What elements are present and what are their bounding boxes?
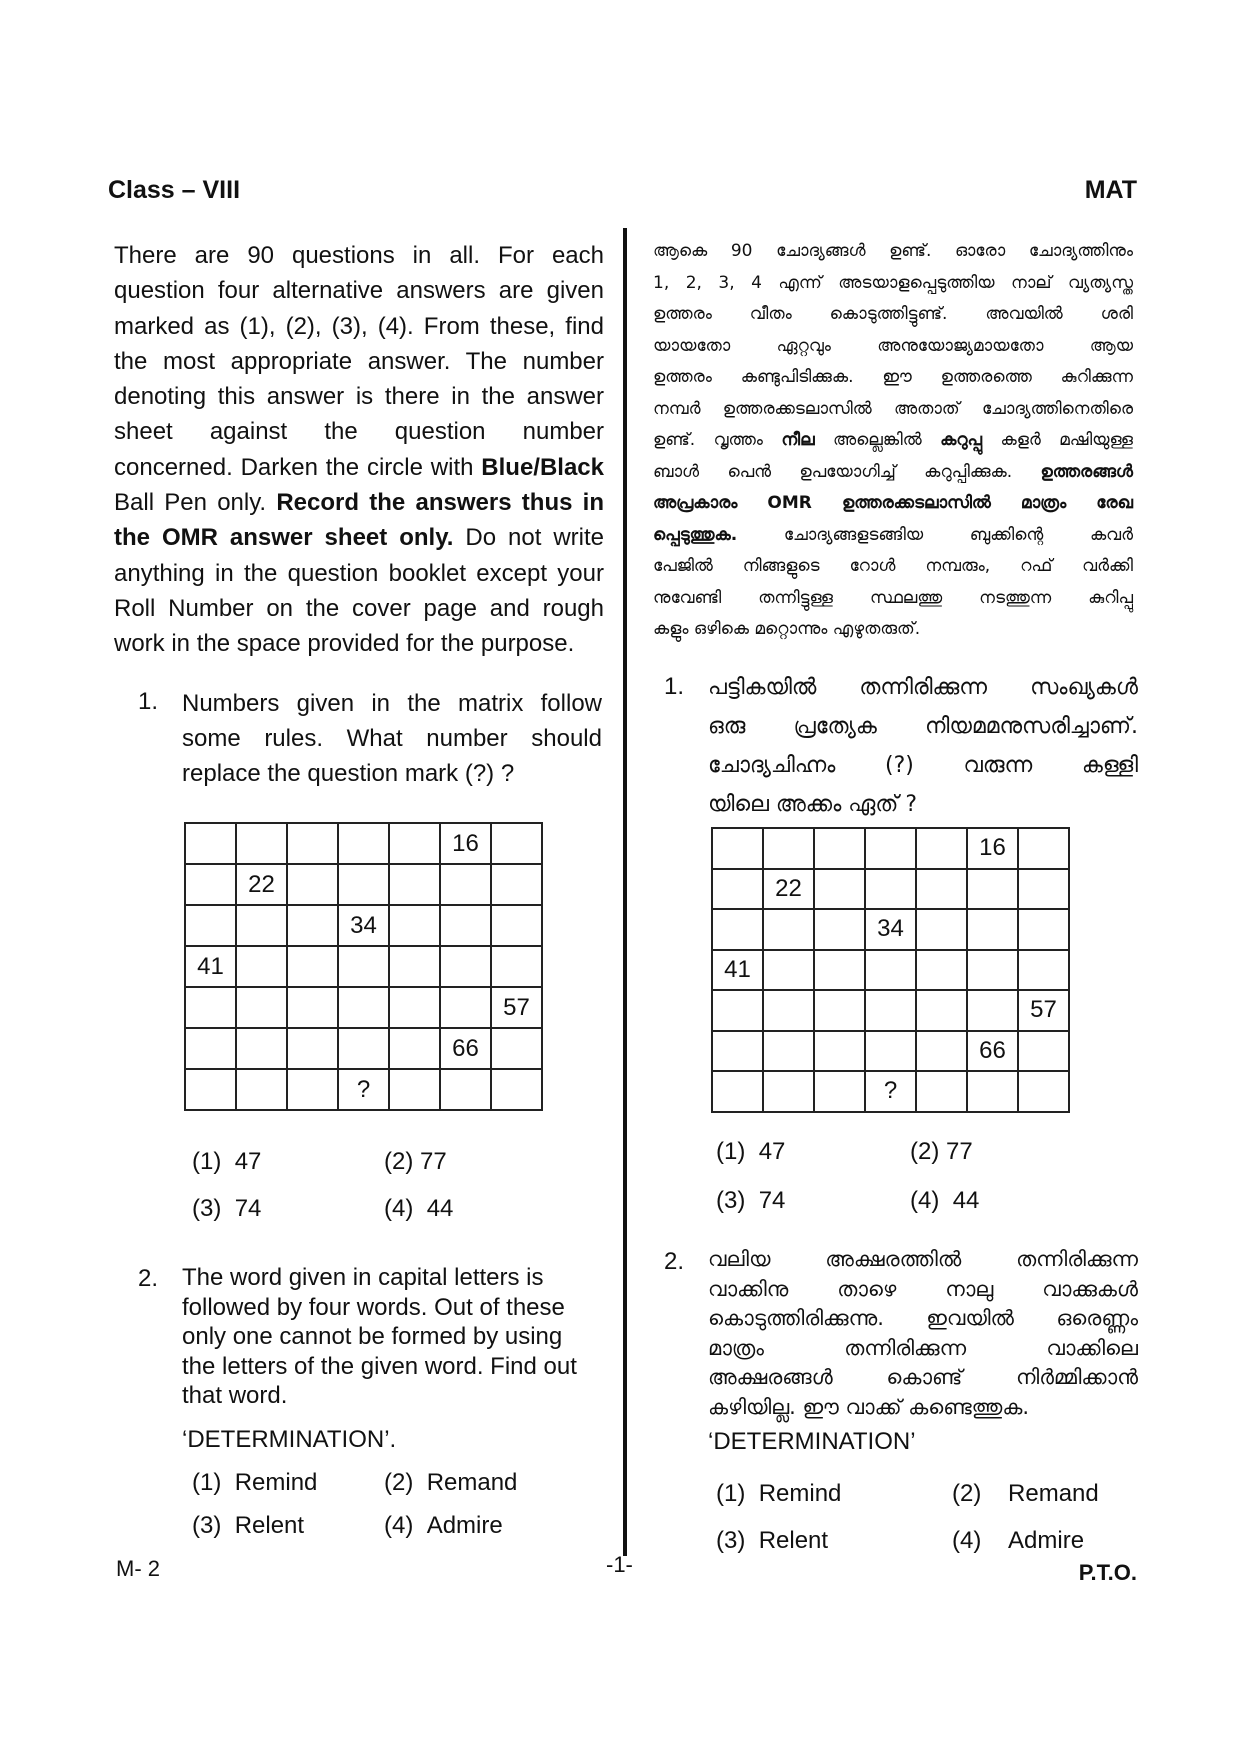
matrix-row: [712, 990, 1069, 1031]
option-number: (2): [384, 1469, 414, 1496]
question-line: some rules. What number should: [182, 725, 602, 752]
matrix-cell: [287, 905, 338, 946]
matrix-cell: [185, 823, 236, 864]
matrix-cell: [287, 864, 338, 905]
option-number: (3): [716, 1187, 746, 1214]
matrix-cell: [338, 864, 389, 905]
matrix-cell: [236, 823, 287, 864]
ml-q2-option-3[interactable]: [716, 1527, 828, 1555]
option-value: Admire: [426, 1512, 503, 1539]
instruction-line: [653, 583, 1133, 615]
matrix-row: [185, 1028, 542, 1069]
text: പേജിൽ നിങ്ങളുടെ റോൾ നമ്പരും, റഫ് വർക്കി: [653, 556, 1133, 576]
option-value: Relent: [234, 1512, 305, 1539]
option-number: (4): [384, 1195, 414, 1222]
matrix-row: [712, 828, 1069, 869]
matrix-cell: [916, 950, 967, 991]
option-number: (3): [716, 1527, 746, 1554]
option-value: 74: [234, 1195, 262, 1222]
matrix-cell: [440, 905, 491, 946]
text: ചോദ്യങ്ങളടങ്ങിയ ബുക്കിന്റെ കവർ: [737, 524, 1133, 545]
question-line: അക്ഷരങ്ങൾ കൊണ്ട് നിർമ്മിക്കാൻ: [708, 1365, 1138, 1390]
matrix-cell: [491, 946, 542, 987]
ml-q2-option-2[interactable]: [952, 1480, 1099, 1508]
class-label: Class – VIII: [108, 176, 241, 204]
question-line: മാത്രം തന്നിരിക്കുന്ന വാക്കിലെ: [708, 1335, 1138, 1360]
bold-text: അപ്രകാരം OMR ഉത്തരക്കടലാസിൽ മാത്രം രേഖ: [653, 493, 1133, 513]
matrix-cell: [967, 869, 1018, 910]
matrix-cell: [185, 1028, 236, 1069]
matrix-cell: [763, 990, 814, 1031]
en-q2-option-1[interactable]: [192, 1469, 317, 1497]
question-line: കഴിയില്ല. ഈ വാക്ക് കണ്ടെത്തുക.: [708, 1394, 1030, 1419]
matrix-cell: [389, 946, 440, 987]
matrix-cell: [389, 905, 440, 946]
matrix-cell: [491, 1069, 542, 1110]
option-number: (1): [192, 1148, 222, 1175]
matrix-cell: [916, 1071, 967, 1112]
matrix-cell: [338, 987, 389, 1028]
en-q2-text: [182, 1263, 602, 1411]
text: the most appropriate answer. The number: [114, 347, 604, 375]
matrix-cell: [814, 869, 865, 910]
question-line: the letters of the given word. Find out: [182, 1352, 577, 1380]
option-value: Remind: [758, 1480, 842, 1507]
en-q2-number: 2.: [138, 1265, 159, 1292]
question-line: ഒരു പ്രത്യേക നിയമമനുസരിച്ചാണ്.: [708, 714, 1138, 739]
matrix-cell: 57: [1018, 990, 1069, 1031]
en-q1-option-4[interactable]: [384, 1195, 453, 1223]
matrix-cell: [967, 990, 1018, 1031]
option-value: Relent: [758, 1527, 829, 1554]
option-value: 77: [420, 1148, 447, 1175]
matrix-cell: [865, 1031, 916, 1072]
matrix-cell: [338, 1028, 389, 1069]
matrix-row: [185, 905, 542, 946]
matrix-cell: ?: [865, 1071, 916, 1112]
ml-q2-text: [708, 1245, 1138, 1423]
matrix-cell: [440, 864, 491, 905]
bold-text: നീല: [781, 430, 815, 450]
bold-text: കറുപ്പു: [940, 430, 983, 450]
text: കളർ മഷിയുള്ള: [982, 430, 1133, 450]
matrix-cell: [491, 864, 542, 905]
text: Ball Pen only.: [114, 489, 277, 517]
instruction-line: [114, 309, 604, 344]
ml-q1-option-3[interactable]: [716, 1187, 785, 1215]
question-line: only one cannot be formed by using: [182, 1323, 563, 1350]
instruction-line: [653, 488, 1133, 520]
matrix-cell: [236, 1069, 287, 1110]
question-line: Numbers given in the matrix follow: [182, 690, 602, 717]
matrix-cell: [185, 864, 236, 905]
text: കളും ഒഴികെ മറ്റൊന്നും എഴുതരുത്.: [653, 619, 921, 639]
matrix-cell: 41: [712, 950, 763, 991]
ml-q2-option-1[interactable]: [716, 1480, 841, 1508]
option-value: Remand: [426, 1469, 518, 1496]
matrix-cell: [763, 950, 814, 991]
matrix-cell: [712, 1071, 763, 1112]
matrix-cell: 22: [236, 864, 287, 905]
option-value: Remind: [234, 1469, 318, 1496]
matrix-cell: [1018, 950, 1069, 991]
matrix-cell: [389, 1069, 440, 1110]
option-number: (3): [192, 1195, 222, 1222]
matrix-row: [712, 1031, 1069, 1072]
matrix-cell: [1018, 1031, 1069, 1072]
question-line: വലിയ അക്ഷരത്തിൽ തന്നിരിക്കുന്ന: [708, 1247, 1138, 1271]
page-number: -1-: [606, 1552, 633, 1577]
instruction-line: [114, 238, 604, 273]
en-q2-word: ‘DETERMINATION’.: [182, 1426, 397, 1453]
ml-q1-text: [708, 668, 1138, 824]
text: concerned. Darken the circle with: [114, 453, 482, 481]
matrix-cell: [712, 869, 763, 910]
matrix-cell: [814, 1071, 865, 1112]
matrix-cell: [338, 823, 389, 864]
matrix-cell: [814, 990, 865, 1031]
matrix-cell: [763, 909, 814, 950]
option-number: (1): [716, 1138, 746, 1165]
matrix-cell: [865, 990, 916, 1031]
text: work in the space provided for the purpose.: [114, 630, 575, 658]
matrix-cell: [967, 950, 1018, 991]
bold-text: പ്പെടുത്തുക.: [653, 524, 738, 545]
matrix-row: [712, 869, 1069, 910]
matrix-cell: [287, 1069, 338, 1110]
matrix-cell: [712, 828, 763, 869]
text: ആകെ 90 ചോദ്യങ്ങൾ ഉണ്ട്. ഓരോ ചോദ്യത്തിനും: [653, 241, 1133, 261]
text: question four alternative answers are given: [114, 277, 604, 305]
number-matrix-en: [184, 822, 543, 1111]
ml-q1-option-2[interactable]: [910, 1138, 973, 1166]
matrix-cell: [287, 987, 338, 1028]
question-line: that word.: [182, 1382, 288, 1409]
matrix-cell: [967, 909, 1018, 950]
matrix-cell: [236, 905, 287, 946]
option-value: 47: [234, 1148, 262, 1175]
matrix-cell: 57: [491, 987, 542, 1028]
instruction-line: [653, 457, 1133, 489]
malayalam-instructions: [653, 236, 1133, 646]
option-value: 74: [758, 1187, 786, 1214]
ml-q1-option-1[interactable]: [716, 1138, 785, 1166]
instruction-line: [653, 551, 1133, 583]
matrix-cell: 16: [440, 823, 491, 864]
matrix-cell: [185, 1069, 236, 1110]
instruction-line: [114, 485, 604, 520]
text: യായതോ ഏറ്റവും അനുയോജ്യമായതോ ആയ: [653, 335, 1133, 356]
matrix-cell: [916, 909, 967, 950]
option-value: 47: [758, 1138, 786, 1165]
text: denoting this answer is there in the answer: [114, 383, 604, 411]
instruction-line: [653, 299, 1133, 331]
text: Do not write: [453, 524, 605, 552]
instruction-line: [114, 520, 604, 555]
en-q2-option-3[interactable]: [192, 1512, 304, 1540]
matrix-cell: [1018, 1071, 1069, 1112]
text: അല്ലെങ്കിൽ: [814, 430, 941, 450]
matrix-cell: 66: [967, 1031, 1018, 1072]
option-value: 44: [426, 1195, 454, 1222]
option-number: (2): [952, 1480, 982, 1507]
instruction-line: [653, 614, 1133, 646]
option-value: Remand: [1008, 1480, 1099, 1507]
matrix-cell: [712, 909, 763, 950]
en-q2-option-2[interactable]: [384, 1469, 517, 1497]
matrix-cell: [389, 864, 440, 905]
matrix-cell: [916, 990, 967, 1031]
instruction-line: [653, 362, 1133, 394]
option-number: (4): [384, 1512, 414, 1539]
option-value: 77: [946, 1138, 973, 1165]
matrix-cell: [389, 823, 440, 864]
matrix-cell: [916, 828, 967, 869]
option-number: (2): [384, 1148, 414, 1175]
matrix-cell: 34: [865, 909, 916, 950]
matrix-cell: [865, 828, 916, 869]
matrix-cell: [865, 950, 916, 991]
en-q1-text: [182, 686, 602, 791]
instruction-line: [114, 379, 604, 414]
instruction-line: [653, 236, 1133, 268]
ml-q1-option-4[interactable]: [910, 1187, 979, 1215]
matrix-cell: [440, 946, 491, 987]
matrix-cell: [236, 987, 287, 1028]
matrix-cell: [865, 869, 916, 910]
matrix-row: [712, 1071, 1069, 1112]
matrix-cell: [712, 1031, 763, 1072]
question-line: വാക്കിനു താഴെ നാലു വാക്കുകൾ: [708, 1276, 1138, 1301]
bold-text: ഉത്തരങ്ങൾ: [1040, 461, 1133, 482]
bold-text: Blue/Black: [481, 453, 604, 481]
bold-text: Record the answers thus in: [276, 489, 605, 517]
matrix-row: [185, 823, 542, 864]
instruction-line: [653, 425, 1133, 457]
en-q2-option-4[interactable]: [384, 1512, 503, 1540]
option-number: (3): [192, 1512, 222, 1539]
matrix-cell: [287, 946, 338, 987]
instruction-line: [114, 273, 604, 308]
matrix-cell: [1018, 828, 1069, 869]
ml-q1-number: 1.: [664, 673, 685, 700]
en-q1-option-2[interactable]: [384, 1148, 447, 1176]
text: 1, 2, 3, 4 എന്ന് അടയാളപ്പെടുത്തിയ നാല് വ്യത്യസ്ത: [653, 272, 1133, 293]
matrix-row: [712, 909, 1069, 950]
text: Roll Number on the cover page and rough: [114, 594, 604, 622]
matrix-cell: [287, 1028, 338, 1069]
instruction-line: [114, 450, 604, 485]
matrix-cell: [440, 1069, 491, 1110]
matrix-row: [712, 950, 1069, 991]
text: anything in the question booklet except your: [114, 559, 604, 587]
matrix-cell: [1018, 909, 1069, 950]
matrix-row: [185, 987, 542, 1028]
matrix-cell: [814, 909, 865, 950]
question-line: followed by four words. Out of these: [182, 1293, 565, 1321]
matrix-cell: [712, 990, 763, 1031]
matrix-cell: 22: [763, 869, 814, 910]
instruction-line: [653, 268, 1133, 300]
question-line: കൊടുത്തിരിക്കുന്നു. ഇവയിൽ ഒരെണ്ണം: [708, 1306, 1138, 1331]
booklet-code: M- 2: [116, 1556, 160, 1581]
matrix-cell: [1018, 869, 1069, 910]
instruction-line: [114, 591, 604, 626]
instruction-line: [114, 344, 604, 379]
option-value: Admire: [1008, 1527, 1085, 1554]
instruction-line: [114, 626, 604, 661]
matrix-cell: [916, 1031, 967, 1072]
matrix-cell: 66: [440, 1028, 491, 1069]
en-q1-option-3[interactable]: [192, 1195, 261, 1223]
number-matrix-ml: [711, 827, 1070, 1113]
bold-text: the OMR answer sheet only.: [114, 524, 454, 552]
question-line: യിലെ അക്കം ഏത് ?: [708, 792, 918, 817]
question-line: The word given in capital letters is: [182, 1264, 544, 1291]
matrix-cell: [338, 946, 389, 987]
ml-q2-word: ‘DETERMINATION’: [708, 1428, 916, 1455]
matrix-cell: [440, 987, 491, 1028]
matrix-cell: [389, 987, 440, 1028]
matrix-cell: [236, 1028, 287, 1069]
en-q1-option-1[interactable]: [192, 1148, 261, 1176]
text: നുവേണ്ടി തന്നിട്ടുള്ള സ്ഥലത്തു നടത്തുന്ന കുറിപ്പു: [653, 587, 1133, 608]
matrix-cell: [814, 1031, 865, 1072]
matrix-cell: [814, 950, 865, 991]
matrix-cell: [389, 1028, 440, 1069]
text: ഉത്തരം വീതം കൊടുത്തിട്ടുണ്ട്. അവയിൽ ശരി: [653, 304, 1133, 324]
matrix-row: [185, 946, 542, 987]
matrix-row: [185, 864, 542, 905]
matrix-cell: [763, 828, 814, 869]
ml-q2-option-4[interactable]: [952, 1527, 1084, 1555]
matrix-cell: [185, 905, 236, 946]
matrix-cell: [236, 946, 287, 987]
question-line: പട്ടികയിൽ തന്നിരിക്കുന്ന സംഖ്യകൾ: [708, 675, 1138, 700]
matrix-cell: 16: [967, 828, 1018, 869]
option-number: (1): [192, 1469, 222, 1496]
matrix-row: [185, 1069, 542, 1110]
matrix-cell: [287, 823, 338, 864]
matrix-cell: [491, 823, 542, 864]
option-value: 44: [952, 1187, 980, 1214]
text: marked as (1), (2), (3), (4). From these, find: [114, 312, 604, 340]
english-instructions: [114, 238, 604, 662]
text: നമ്പർ ഉത്തരക്കടലാസിൽ അതാത് ചോദ്യത്തിനെതിരെ: [653, 398, 1133, 419]
matrix-cell: [967, 1071, 1018, 1112]
matrix-cell: ?: [338, 1069, 389, 1110]
instruction-line: [653, 520, 1133, 552]
en-q1-number: 1.: [138, 688, 159, 715]
matrix-cell: [491, 1028, 542, 1069]
matrix-cell: 34: [338, 905, 389, 946]
text: There are 90 questions in all. For each: [114, 242, 604, 269]
instruction-line: [653, 331, 1133, 363]
text: ഉണ്ട്. വൃത്തം: [653, 430, 782, 450]
text: ബാൾ പെൻ ഉപയോഗിച്ച് കറുപ്പിക്കുക.: [653, 461, 1041, 482]
pto-label: P.T.O.: [1078, 1560, 1137, 1585]
matrix-cell: [763, 1031, 814, 1072]
option-number: (4): [910, 1187, 940, 1214]
subject-label: MAT: [1084, 176, 1137, 204]
instruction-line: [653, 394, 1133, 426]
matrix-cell: [491, 905, 542, 946]
question-line: replace the question mark (?) ?: [182, 760, 515, 787]
matrix-cell: [916, 869, 967, 910]
instruction-line: [114, 414, 604, 449]
matrix-cell: [763, 1071, 814, 1112]
text: ഉത്തരം കണ്ടുപിടിക്കുക. ഈ ഉത്തരത്തെ കുറിക്കുന്ന: [653, 367, 1133, 387]
option-number: (2): [910, 1138, 940, 1165]
text: sheet against the question number: [114, 418, 604, 446]
matrix-cell: 41: [185, 946, 236, 987]
matrix-cell: [814, 828, 865, 869]
ml-q2-number: 2.: [664, 1248, 685, 1275]
matrix-cell: [185, 987, 236, 1028]
option-number: (1): [716, 1480, 746, 1507]
option-number: (4): [952, 1527, 982, 1554]
question-line: ചോദ്യചിഹ്നം (?) വരുന്ന കള്ളി: [708, 753, 1138, 778]
column-divider: [623, 228, 627, 1556]
instruction-line: [114, 556, 604, 591]
